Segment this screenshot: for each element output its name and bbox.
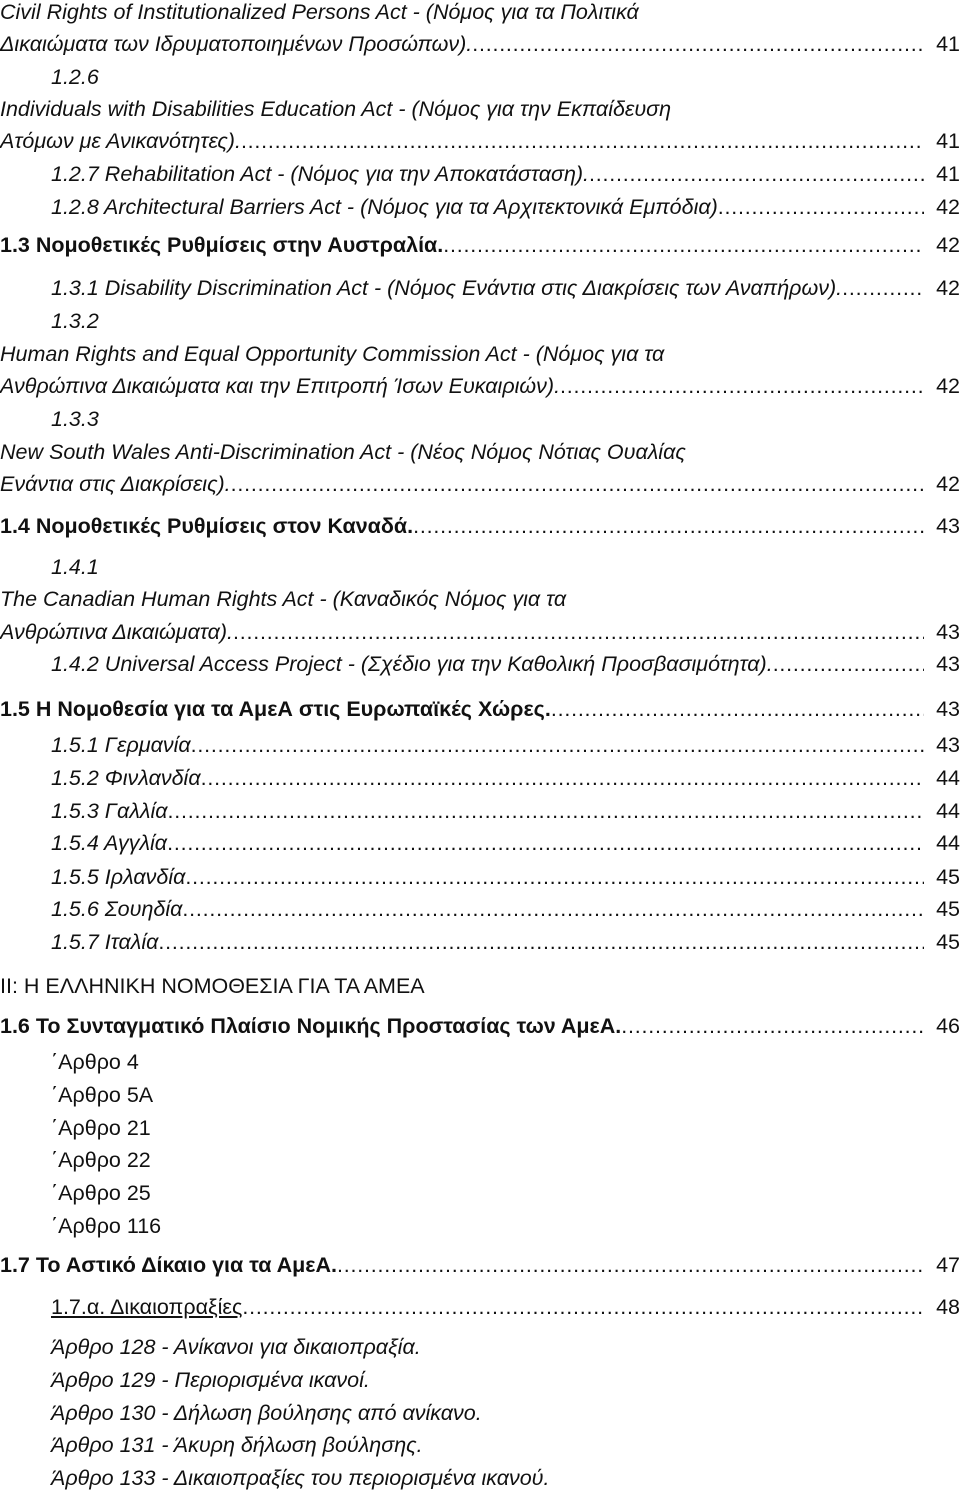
toc-page-number: 41: [936, 162, 960, 186]
toc-dot-leader: [589, 159, 924, 189]
toc-page-number: 43: [936, 733, 960, 757]
toc-entry-title: 1.5.4 Αγγλία: [51, 831, 168, 855]
toc-dot-leader: [185, 862, 924, 892]
toc-dot-leader: [191, 730, 924, 760]
toc-entry-title: Ενάντια στις Διακρίσεις).: [0, 472, 231, 496]
toc-dot-leader: [551, 694, 924, 724]
toc-line[interactable]: [0, 230, 960, 260]
toc-dot-leader: [233, 617, 924, 647]
toc-dot-leader: [718, 192, 924, 222]
toc-dot-leader: [337, 1250, 924, 1280]
toc-entry-title: 1.5.6 Σουηδία: [51, 897, 183, 921]
toc-page-number: 42: [936, 276, 960, 300]
toc-page-number: 42: [936, 233, 960, 257]
toc-line[interactable]: [0, 617, 960, 647]
toc-dot-leader: [443, 230, 924, 260]
toc-page-number: 41: [936, 129, 960, 153]
toc-entry-title: 1.5.3 Γαλλία: [51, 799, 168, 823]
toc-page-number: 48: [936, 1295, 960, 1319]
toc-page-number: 47: [936, 1253, 960, 1277]
toc-entry-title: New South Wales Anti-Discrimination Act - (Νέος Νόμος Νότιας Ουαλίας: [0, 440, 686, 464]
toc-entry-title: 1.3 Νομοθετικές Ρυθμίσεις στην Αυστραλία.: [0, 233, 444, 257]
article-entry[interactable]: ΄Αρθρο 4: [51, 1050, 139, 1074]
toc-entry-title: 1.5 Η Νομοθεσία για τα ΑμεΑ στις Ευρωπαϊκές Χώρες.: [0, 697, 551, 721]
toc-line[interactable]: [0, 1011, 960, 1041]
toc-line[interactable]: [0, 694, 960, 724]
toc-dot-leader: [842, 273, 924, 303]
toc-line[interactable]: [0, 862, 960, 892]
toc-entry-title: The Canadian Human Rights Act - (Καναδικός Νόμος για τα: [0, 587, 567, 611]
toc-line[interactable]: [0, 192, 960, 222]
toc-entry-title: Ανθρώπινα Δικαιώματα και την Επιτροπή Ίσων Ευκαιριών).: [0, 374, 561, 398]
toc-dot-leader: [242, 1292, 924, 1322]
toc-page-number: 43: [936, 652, 960, 676]
toc-page-number: 45: [936, 865, 960, 889]
toc-entry-title: 1.7.α. Δικαιοπραξίες: [51, 1295, 243, 1319]
toc-page-number: 43: [936, 697, 960, 721]
toc-line: [0, 584, 960, 614]
toc-line[interactable]: [0, 1292, 960, 1322]
toc-dot-leader: [621, 1011, 924, 1041]
toc-page-number: 43: [936, 620, 960, 644]
toc-dot-leader: [158, 927, 924, 957]
toc-entry-title: Δικαιώματα των Ιδρυματοποιημένων Προσώπων).: [0, 32, 473, 56]
toc-page-number: 44: [936, 766, 960, 790]
toc-dot-leader: [167, 828, 924, 858]
toc-entry-title: 1.2.8 Architectural Barriers Act - (Νόμος για τα Αρχιτεκτονικά Εμπόδια): [51, 195, 718, 219]
toc-line: [0, 437, 960, 467]
toc-dot-leader: [182, 894, 924, 924]
toc-page-number: 43: [936, 514, 960, 538]
toc-line: [0, 339, 960, 369]
toc-entry-title: 1.6 Το Συνταγματικό Πλαίσιο Νομικής Προστασίας των ΑμεΑ.: [0, 1014, 622, 1038]
article-entry[interactable]: Άρθρο 131 - Άκυρη δήλωση βούλησης.: [51, 1433, 423, 1457]
toc-line: [0, 0, 960, 27]
toc-entry-title: Civil Rights of Institutionalized Persons Act - (Νόμος για τα Πολιτικά: [0, 0, 639, 24]
toc-entry-title: 1.2.7 Rehabilitation Act - (Νόμος για την Αποκατάσταση).: [51, 162, 590, 186]
toc-page-number: 42: [936, 195, 960, 219]
toc-entry-title: 1.5.2 Φινλανδία: [51, 766, 201, 790]
toc-dot-leader: [201, 763, 924, 793]
toc-dot-leader: [241, 126, 924, 156]
toc-section-number: 1.2.6: [51, 65, 99, 89]
toc-dot-leader: [231, 469, 924, 499]
toc-page-number: 42: [936, 374, 960, 398]
toc-entry-title: Individuals with Disabilities Education Act - (Νόμος για την Εκπαίδευση: [0, 97, 672, 121]
toc-entry-title: 1.5.7 Ιταλία: [51, 930, 159, 954]
toc-entry-title: Ανθρώπινα Δικαιώματα).: [0, 620, 233, 644]
toc-dot-leader: [560, 371, 924, 401]
toc-line[interactable]: [0, 894, 960, 924]
article-entry[interactable]: ΄Αρθρο 22: [51, 1148, 151, 1172]
toc-entry-title: 1.4 Νομοθετικές Ρυθμίσεις στον Καναδά.: [0, 514, 414, 538]
toc-page-number: 44: [936, 799, 960, 823]
toc-section-number: 1.3.3: [51, 407, 99, 431]
toc-dot-leader: [472, 29, 924, 59]
toc-line[interactable]: [0, 927, 960, 957]
article-entry[interactable]: Άρθρο 130 - Δήλωση βούλησης από ανίκανο.: [51, 1401, 482, 1425]
toc-line[interactable]: [0, 159, 960, 189]
toc-section-number: 1.3.2: [51, 309, 99, 333]
toc-line[interactable]: [0, 511, 960, 541]
toc-line[interactable]: [0, 29, 960, 59]
toc-entry-title: Human Rights and Equal Opportunity Commission Act - (Νόμος για τα: [0, 342, 665, 366]
toc-entry-title: 1.5.1 Γερμανία: [51, 733, 191, 757]
toc-entry-title: 1.5.5 Ιρλανδία: [51, 865, 186, 889]
toc-line[interactable]: [0, 763, 960, 793]
toc-entry-title: 1.4.2 Universal Access Project - (Σχέδιο για την Καθολική Προσβασιμότητα).: [51, 652, 773, 676]
toc-page-number: 46: [936, 1014, 960, 1038]
article-entry[interactable]: ΄Αρθρο 5Α: [51, 1083, 154, 1107]
toc-line[interactable]: [0, 126, 960, 156]
toc-line[interactable]: [0, 1250, 960, 1280]
toc-dot-leader: [773, 649, 924, 679]
toc-dot-leader: [168, 796, 924, 826]
article-entry[interactable]: ΄Αρθρο 21: [51, 1116, 151, 1140]
toc-line: [0, 94, 960, 124]
toc-line[interactable]: [0, 730, 960, 760]
toc-line[interactable]: [0, 469, 960, 499]
toc-line[interactable]: [0, 273, 960, 303]
toc-page-number: 45: [936, 930, 960, 954]
toc-page-number: 45: [936, 897, 960, 921]
toc-entry-title: 1.3.1 Disability Discrimination Act - (Νόμος Ενάντια στις Διακρίσεις των Αναπήρων).: [51, 276, 843, 300]
part-heading: ΙΙ: Η ΕΛΛΗΝΙΚΗ ΝΟΜΟΘΕΣΙΑ ΓΙΑ ΤΑ ΑΜΕΑ: [0, 974, 425, 998]
toc-page-number: 42: [936, 472, 960, 496]
article-entry[interactable]: ΄Αρθρο 25: [51, 1181, 151, 1205]
article-entry[interactable]: Άρθρο 128 - Ανίκανοι για δικαιοπραξία.: [51, 1335, 421, 1359]
article-entry[interactable]: Άρθρο 129 - Περιορισμένα ικανοί.: [51, 1368, 370, 1392]
toc-line[interactable]: [0, 371, 960, 401]
toc-line[interactable]: [0, 796, 960, 826]
toc-page-number: 41: [936, 32, 960, 56]
article-entry[interactable]: Άρθρο 133 - Δικαιοπραξίες του περιορισμένα ικανού.: [51, 1466, 550, 1490]
article-entry[interactable]: ΄Αρθρο 116: [51, 1214, 162, 1238]
toc-dot-leader: [413, 511, 924, 541]
toc-entry-title: Ατόμων με Ανικανότητες).: [0, 129, 241, 153]
toc-section-number: 1.4.1: [51, 555, 99, 579]
toc-line[interactable]: [0, 649, 960, 679]
toc-line[interactable]: [0, 828, 960, 858]
toc-page-number: 44: [936, 831, 960, 855]
toc-entry-title: 1.7 Το Αστικό Δίκαιο για τα ΑμεΑ.: [0, 1253, 337, 1277]
